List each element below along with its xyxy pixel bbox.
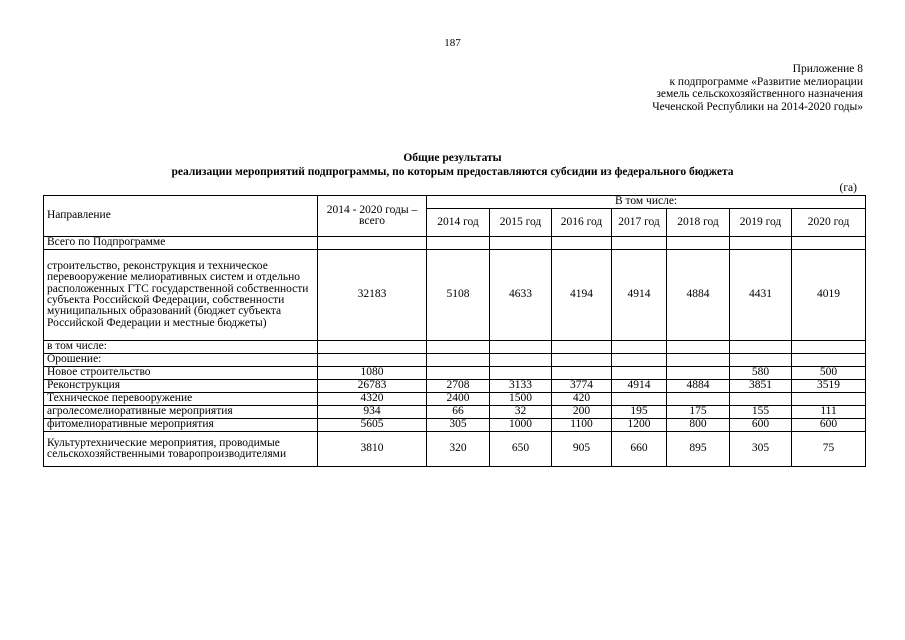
row-value: 905 <box>552 432 612 467</box>
table-row <box>44 419 866 432</box>
row-value: 75 <box>792 432 866 467</box>
row-value: 1200 <box>612 419 667 432</box>
row-value: 3774 <box>552 380 612 393</box>
header-year: 2016 год <box>552 209 612 237</box>
row-total: 5605 <box>318 419 427 432</box>
appendix-line: к подпрограмме «Развитие мелиорации <box>669 75 863 88</box>
row-value: 4884 <box>667 250 730 341</box>
header-year: 2018 год <box>667 209 730 237</box>
row-label: фитомелиоративные мероприятия <box>44 419 318 432</box>
row-value: 4019 <box>792 250 866 341</box>
header-total: 2014 - 2020 годы – всего <box>318 196 427 237</box>
row-value: 4633 <box>490 250 552 341</box>
row-value <box>612 237 667 250</box>
row-label: Орошение: <box>44 354 318 367</box>
table-row <box>44 380 866 393</box>
header-including: В том числе: <box>427 196 866 209</box>
row-value: 800 <box>667 419 730 432</box>
row-value: 3519 <box>792 380 866 393</box>
row-value: 305 <box>427 419 490 432</box>
row-label: Новое строительство <box>44 367 318 380</box>
header-year: 2015 год <box>490 209 552 237</box>
document-title <box>0 151 905 179</box>
table-row <box>44 354 866 367</box>
row-value <box>792 237 866 250</box>
row-value <box>490 367 552 380</box>
row-value: 200 <box>552 406 612 419</box>
row-total: 32183 <box>318 250 427 341</box>
row-value: 66 <box>427 406 490 419</box>
header-year: 2019 год <box>730 209 792 237</box>
row-value <box>552 354 612 367</box>
row-total: 1080 <box>318 367 427 380</box>
table-row <box>44 237 866 250</box>
row-label: Всего по Подпрограмме <box>44 237 318 250</box>
row-value <box>490 341 552 354</box>
row-value <box>612 341 667 354</box>
row-value <box>427 237 490 250</box>
row-value: 5108 <box>427 250 490 341</box>
row-value <box>552 367 612 380</box>
table-row <box>44 250 866 341</box>
row-total: 26783 <box>318 380 427 393</box>
row-value: 420 <box>552 393 612 406</box>
header-year: 2014 год <box>427 209 490 237</box>
row-label: Культуртехнические мероприятия, проводимые сельскохозяйственными товаропроизводителями <box>44 432 318 467</box>
row-value <box>667 354 730 367</box>
row-value <box>667 393 730 406</box>
row-value: 660 <box>612 432 667 467</box>
table-row <box>44 406 866 419</box>
row-label: Реконструкция <box>44 380 318 393</box>
appendix-line: земель сельскохозяйственного назначения <box>656 88 863 100</box>
row-value: 305 <box>730 432 792 467</box>
row-value: 650 <box>490 432 552 467</box>
row-value <box>490 354 552 367</box>
row-value <box>730 354 792 367</box>
row-value <box>792 341 866 354</box>
row-value: 4914 <box>612 380 667 393</box>
row-value: 1000 <box>490 419 552 432</box>
row-value: 1100 <box>552 419 612 432</box>
header-year: 2017 год <box>612 209 667 237</box>
row-value <box>427 354 490 367</box>
row-total <box>318 354 427 367</box>
row-value <box>730 393 792 406</box>
row-value: 2400 <box>427 393 490 406</box>
row-label: строительство, реконструкция и техническое перевооружение мелиоративных систем и отдельно расположенных ГТС государственной собственности субъекта Российской Федерации, собственности муниципальных образований (бюджет субъекта Российской Федерации и местные бюджеты) <box>44 250 318 341</box>
row-value: 3851 <box>730 380 792 393</box>
row-value <box>612 393 667 406</box>
row-total: 4320 <box>318 393 427 406</box>
row-value: 4914 <box>612 250 667 341</box>
row-value <box>490 237 552 250</box>
row-value: 175 <box>667 406 730 419</box>
row-value: 4884 <box>667 380 730 393</box>
row-value: 895 <box>667 432 730 467</box>
row-value: 320 <box>427 432 490 467</box>
row-value <box>612 354 667 367</box>
row-value: 500 <box>792 367 866 380</box>
row-total: 934 <box>318 406 427 419</box>
header-direction: Направление <box>44 196 318 237</box>
row-value <box>667 341 730 354</box>
row-label: Техническое перевооружение <box>44 393 318 406</box>
title-line-1: Общие результаты <box>403 152 502 164</box>
row-value <box>792 354 866 367</box>
row-value: 2708 <box>427 380 490 393</box>
row-label: агролесомелиоративные мероприятия <box>44 406 318 419</box>
table-row <box>44 367 866 380</box>
row-value: 1500 <box>490 393 552 406</box>
title-line-2: реализации мероприятий подпрограммы, по которым предоставляются субсидии из федерального бюджета <box>171 166 734 178</box>
table-row <box>44 341 866 354</box>
row-value: 580 <box>730 367 792 380</box>
appendix-note <box>533 63 863 113</box>
row-value <box>552 237 612 250</box>
table-row <box>44 432 866 467</box>
row-value: 600 <box>792 419 866 432</box>
results-table <box>43 195 866 467</box>
row-total <box>318 237 427 250</box>
row-total <box>318 341 427 354</box>
row-value: 32 <box>490 406 552 419</box>
row-value <box>792 393 866 406</box>
row-value <box>552 341 612 354</box>
row-value <box>427 367 490 380</box>
row-value <box>667 237 730 250</box>
row-value: 195 <box>612 406 667 419</box>
table-row <box>44 393 866 406</box>
row-value: 600 <box>730 419 792 432</box>
appendix-line: Чеченской Республики на 2014-2020 годы» <box>652 100 863 113</box>
row-value: 155 <box>730 406 792 419</box>
appendix-line: Приложение 8 <box>792 63 863 75</box>
row-value <box>427 341 490 354</box>
row-value <box>612 367 667 380</box>
row-value: 111 <box>792 406 866 419</box>
row-value: 4431 <box>730 250 792 341</box>
row-value <box>667 367 730 380</box>
row-value: 4194 <box>552 250 612 341</box>
row-value: 3133 <box>490 380 552 393</box>
row-value <box>730 341 792 354</box>
row-label: в том числе: <box>44 341 318 354</box>
unit-label: (га) <box>839 182 857 194</box>
row-value <box>730 237 792 250</box>
row-total: 3810 <box>318 432 427 467</box>
header-year: 2020 год <box>792 209 866 237</box>
page-number: 187 <box>444 37 461 49</box>
